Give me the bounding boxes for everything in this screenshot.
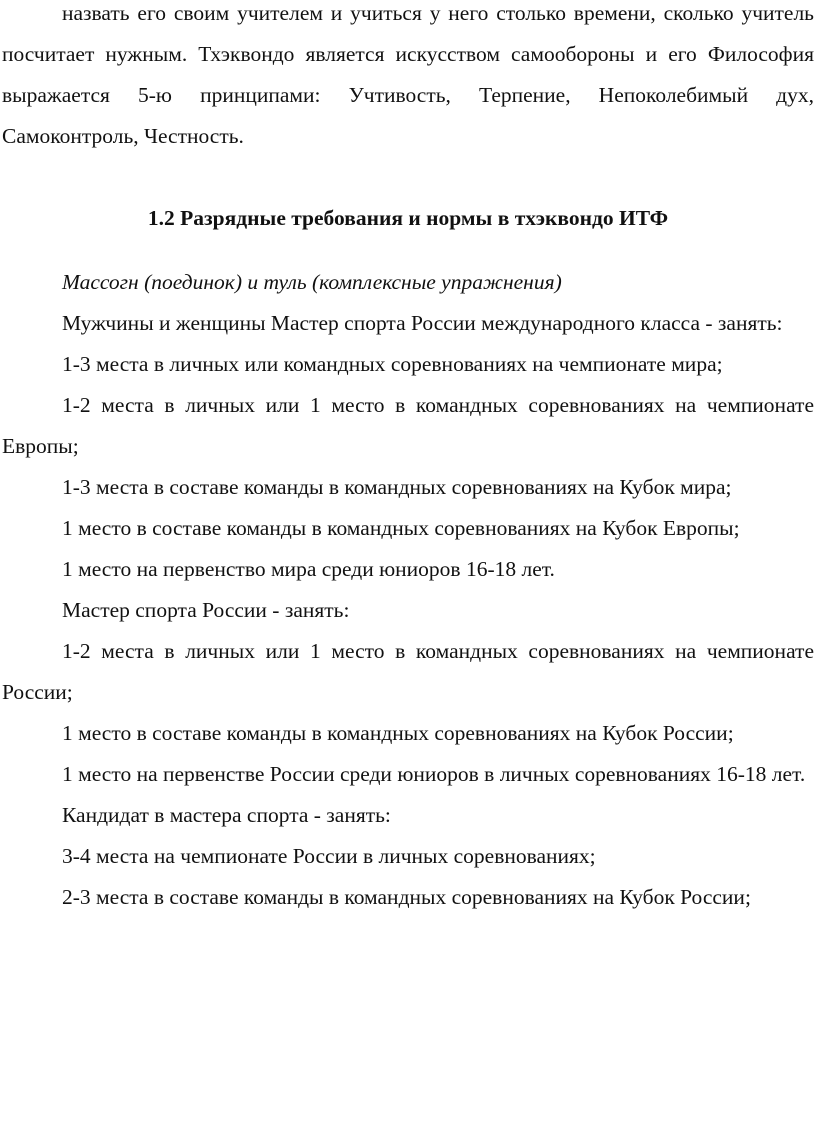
paragraph-6: 1 место на первенство мира среди юниоров 16-18 лет. <box>62 557 555 581</box>
paragraph-8: 1-2 места в личных или 1 место в командных соревнованиях на чемпионате России; <box>2 639 814 704</box>
paragraph-12: 3-4 места на чемпионате России в личных соревнованиях; <box>62 844 596 868</box>
paragraph-4: 1-3 места в составе команды в командных соревнованиях на Кубок мира; <box>62 475 732 499</box>
paragraph-5: 1 место в составе команды в командных соревнованиях на Кубок Европы; <box>62 516 740 540</box>
paragraph-2: 1-3 места в личных или командных соревнованиях на чемпионате мира; <box>62 352 723 376</box>
paragraph-7: Мастер спорта России - занять: <box>62 598 350 622</box>
section-heading: 1.2 Разрядные требования и нормы в тхэквондо ИТФ <box>147 206 669 230</box>
paragraph-10: 1 место на первенстве России среди юниоров в личных соревнованиях 16-18 лет. <box>62 762 806 786</box>
paragraph-3: 1-2 места в личных или 1 место в командных соревнованиях на чемпионате Европы; <box>2 393 814 458</box>
paragraph-9: 1 место в составе команды в командных соревнованиях на Кубок России; <box>62 721 734 745</box>
paragraph-11: Кандидат в мастера спорта - занять: <box>62 803 391 827</box>
intro-paragraph: назвать его своим учителем и учиться у него столько времени, сколько учитель посчитает нужным. Тхэквондо является искусством самообороны и его Философия выражается 5-ю принципами: Учтивость, Терпение, Непоколебимый дух, Самоконтроль, Честность. <box>2 1 814 148</box>
paragraph-13: 2-3 места в составе команды в командных соревнованиях на Кубок России; <box>62 885 751 909</box>
subheading: Массогн (поединок) и туль (комплексные упражнения) <box>62 270 562 294</box>
paragraph-1: Мужчины и женщины Мастер спорта России международного класса - занять: <box>62 311 783 335</box>
